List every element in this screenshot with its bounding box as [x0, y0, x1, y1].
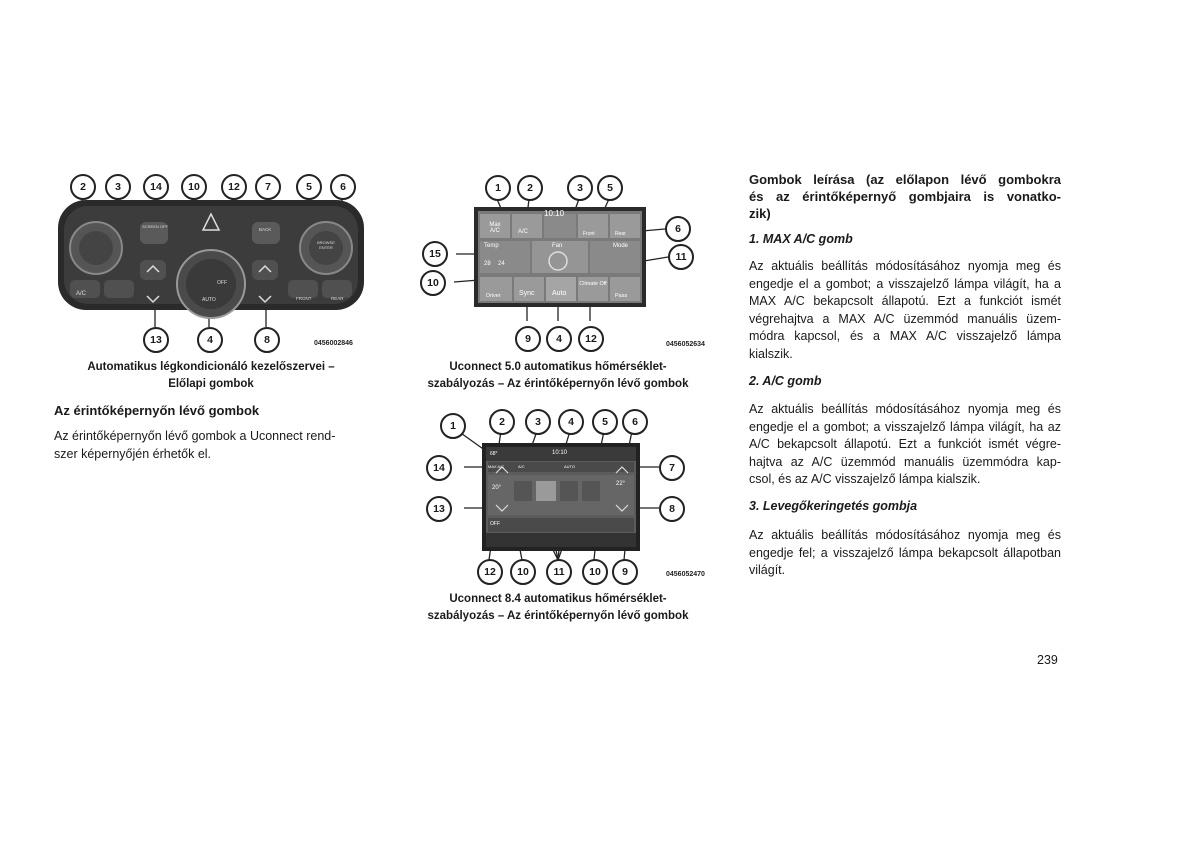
text-line: engedje el a gombot; a visszajelző lámpa világít, ha az	[749, 419, 1061, 434]
callout-12: 12	[221, 174, 247, 200]
text-line: kialszik.	[749, 346, 793, 361]
screen-label-climate-off: Climate Off	[579, 281, 607, 287]
figure2-caption	[396, 359, 720, 393]
panel-label-back: BACK	[259, 227, 272, 232]
figure1-caption	[52, 359, 370, 393]
screen-label-t1: 28	[484, 261, 491, 267]
callout-2: 2	[517, 175, 543, 201]
item2-title: 2. A/C gomb	[749, 374, 822, 388]
callout-8: 8	[254, 327, 280, 353]
callout-10: 10	[510, 559, 536, 585]
text-line: csol, és az A/C visszajelző lámpa kialszik.	[749, 472, 981, 486]
callout-10: 10	[420, 270, 446, 296]
screen-label-max-ac: MAX A/C	[488, 464, 505, 469]
caption-line: Uconnect 8.4 automatikus hőmérséklet-	[449, 593, 667, 605]
callout-14: 14	[143, 174, 169, 200]
callout-13: 13	[143, 327, 169, 353]
section-paragraph	[54, 428, 370, 463]
callout-5: 5	[597, 175, 623, 201]
panel-label-auto: AUTO	[202, 297, 216, 303]
callout-8: 8	[659, 496, 685, 522]
item1-title: 1. MAX A/C gomb	[749, 232, 853, 246]
figure-code: 0456002846	[314, 340, 353, 347]
callout-11: 11	[668, 244, 694, 270]
callout-3: 3	[525, 409, 551, 435]
screen-label-temp-left: 20°	[492, 485, 502, 491]
screen-label-rear: Rear	[615, 231, 626, 237]
text-line: A/C bekapcsolt állapotú. Ezt a funkciót ismét végre-	[749, 437, 1061, 451]
screen-label-t-out: 68°	[490, 451, 498, 457]
screen-label-mode: Mode	[613, 243, 629, 249]
callout-5: 5	[296, 174, 322, 200]
text-line: Az érintőképernyőn lévő gombok a Uconnect rend-	[54, 429, 336, 443]
text-line: szer képernyőjén érhetők el.	[54, 446, 212, 461]
caption-line: Uconnect 5.0 automatikus hőmérséklet-	[449, 361, 667, 373]
item2-paragraph	[749, 401, 1061, 489]
text-line: módra kapcsol, és a MAX A/C visszajelző lámpa	[749, 329, 1061, 343]
screen-label-driver: Driver	[486, 293, 501, 299]
callout-10: 10	[181, 174, 207, 200]
text-line: Az aktuális beállítás módosításához nyomja meg és	[749, 259, 1061, 273]
item1-paragraph	[749, 258, 1061, 363]
panel-label-screen-off: SCREEN OFF	[142, 224, 168, 229]
callout-12: 12	[477, 559, 503, 585]
text-line: engedje fel; a visszajelző lámpa bekapcsolt állapotban	[749, 545, 1061, 560]
panel-label-off: OFF	[217, 280, 227, 286]
page-number: 239	[1037, 653, 1058, 667]
heading-line: Gombok leírása (az előlapon lévő gombokra	[749, 172, 1061, 187]
heading-line: és az érintőképernyő gombjaira is vonatko-	[749, 189, 1061, 204]
callout-4: 4	[558, 409, 584, 435]
panel-label-ac: A/C	[76, 291, 87, 297]
screen-label-time: 10:10	[552, 450, 568, 456]
figure-uconnect-5	[418, 173, 714, 353]
callout-1: 1	[485, 175, 511, 201]
text-line: Az aktuális beállítás módosításához nyomja meg és	[749, 528, 1061, 542]
callout-1: 1	[440, 413, 466, 439]
caption-line: szabályozás – Az érintőképernyőn lévő gombok	[427, 610, 689, 622]
caption-line: szabályozás – Az érintőképernyőn lévő gombok	[427, 378, 689, 390]
figure3-caption	[396, 591, 720, 625]
screen-label-pass: Pass	[615, 293, 628, 299]
screen-label-t2: 24	[498, 261, 505, 267]
screen-label-auto: Auto	[552, 290, 567, 297]
screen-label-ac: A/C	[518, 464, 525, 469]
callout-6: 6	[665, 216, 691, 242]
screen-label-max-ac: Max A/C	[489, 222, 501, 234]
callout-11: 11	[546, 559, 572, 585]
figure-code: 0456052634	[666, 341, 705, 348]
callout-13: 13	[426, 496, 452, 522]
callout-3: 3	[567, 175, 593, 201]
callout-7: 7	[255, 174, 281, 200]
screen-label-ac: A/C	[518, 229, 529, 235]
callout-6: 6	[330, 174, 356, 200]
screen-label-fan: Fan	[552, 243, 563, 249]
panel-label-rear: REAR	[331, 296, 344, 301]
item3-paragraph	[749, 527, 1061, 580]
panel-label-browse-enter: BROWSE ENTER	[317, 240, 335, 250]
text-line: engedje el a gombot; a visszajelző lámpa világít, ha a	[749, 276, 1061, 291]
callout-4: 4	[546, 326, 572, 352]
text-line: végrehajtva a MAX A/C üzemmód manuális üzem-	[749, 311, 1061, 326]
callout-9: 9	[515, 326, 541, 352]
heading-line: zik)	[749, 206, 771, 221]
callout-9: 9	[612, 559, 638, 585]
screen-label-temp-right: 22°	[616, 481, 626, 487]
figure-uconnect-8-4	[418, 405, 714, 585]
text-line: világít.	[749, 563, 786, 577]
callout-5: 5	[592, 409, 618, 435]
screen-label-off: OFF	[490, 521, 500, 527]
text-line: MAX A/C bekapcsolt állapotú. Ezt a funkciót ismét	[749, 294, 1061, 308]
section-heading: Az érintőképernyőn lévő gombok	[54, 403, 260, 418]
callout-12: 12	[578, 326, 604, 352]
callout-6: 6	[622, 409, 648, 435]
screen-label-temp: Temp	[484, 243, 499, 249]
callout-3: 3	[105, 174, 131, 200]
caption-line: Automatikus légkondicionáló kezelőszervei –	[87, 361, 335, 373]
text-line: Az aktuális beállítás módosításához nyomja meg és	[749, 402, 1061, 416]
caption-line: Előlapi gombok	[168, 378, 254, 390]
callout-2: 2	[70, 174, 96, 200]
screen-label-auto: AUTO	[564, 464, 576, 469]
callout-4: 4	[197, 327, 223, 353]
right-column-heading	[749, 171, 1061, 222]
panel-label-front: FRONT	[296, 296, 312, 301]
text-line: hajtva az A/C üzemmód manuális üzemmódra kap-	[749, 454, 1061, 469]
callout-14: 14	[426, 455, 452, 481]
callout-10: 10	[582, 559, 608, 585]
callout-7: 7	[659, 455, 685, 481]
screen-label-front: Front	[583, 231, 595, 237]
figure-front-panel	[52, 172, 370, 354]
screen-label-sync: Sync	[519, 290, 535, 297]
figure-code: 0456052470	[666, 571, 705, 578]
callout-2: 2	[489, 409, 515, 435]
item3-title: 3. Levegőkeringetés gombja	[749, 499, 918, 513]
callout-15: 15	[422, 241, 448, 267]
screen-label-time: 10:10	[544, 209, 565, 218]
